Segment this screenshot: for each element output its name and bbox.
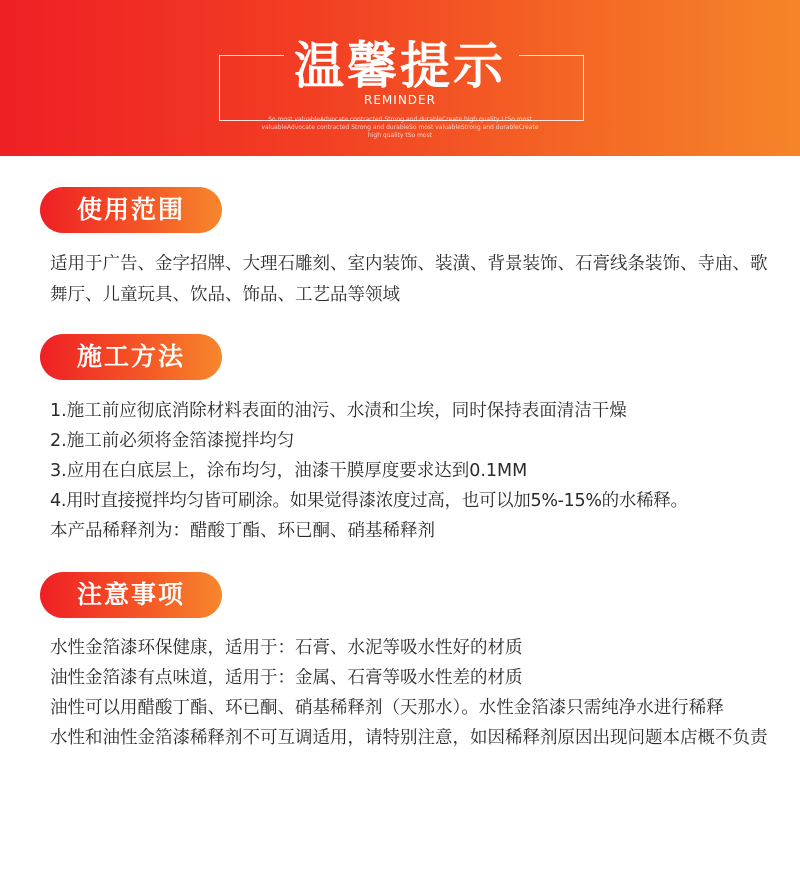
precaution-line-2: 油性金箔漆有点味道，适用于：金属、石膏等吸水性差的材质 bbox=[50, 668, 523, 688]
method-line-3: 3.应用在白底层上，涂布均匀，油漆干膜厚度要求达到0.1MM bbox=[50, 461, 528, 481]
precaution-line-1: 水性金箔漆环保健康，适用于：石膏、水泥等吸水性好的材质 bbox=[50, 638, 523, 658]
section-title-usage-scope: 使用范围 bbox=[40, 187, 222, 233]
method-line-4: 4.用时直接搅拌均匀皆可刷涂。如果觉得漆浓度过高，也可以加5%-15%的水稀释。 bbox=[50, 491, 688, 511]
banner-title: 温馨提示 bbox=[294, 37, 506, 95]
precaution-line-4: 水性和油性金箔漆稀释剂不可互调适用，请特别注意，如因稀释剂原因出现问题本店概不负责 bbox=[50, 728, 768, 748]
section-title-precautions: 注意事项 bbox=[40, 572, 222, 618]
section-title-construction-method: 施工方法 bbox=[40, 334, 222, 380]
banner-decorative-text: So most valuableAdvocate contracted Strong and durableCreate high quality I tSo most valuableAdvocate contracted Strong and durableSo most valuableStrong and durableCreate high quality tSo most bbox=[261, 116, 539, 139]
method-line-1: 1.施工前应彻底消除材料表面的油污、水渍和尘埃，同时保持表面清洁干燥 bbox=[50, 401, 627, 421]
section-body-usage-scope bbox=[50, 249, 780, 311]
precaution-line-3: 油性可以用醋酸丁酯、环已酮、硝基稀释剂（天那水）。水性金箔漆只需纯净水进行稀释 bbox=[50, 698, 724, 718]
method-line-2: 2.施工前必须将金箔漆搅拌均匀 bbox=[50, 431, 295, 451]
section-body-precautions bbox=[50, 633, 770, 753]
banner-subtitle: REMINDER bbox=[364, 93, 436, 107]
reminder-banner bbox=[0, 0, 800, 156]
usage-scope-text: 适用于广告、金字招牌、大理石雕刻、室内装饰、装潢、背景装饰、石膏线条装饰、寺庙、歌舞厅、儿童玩具、饮品、饰品、工艺品等领域 bbox=[50, 254, 768, 305]
section-body-construction-method bbox=[50, 396, 780, 546]
method-line-5: 本产品稀释剂为：醋酸丁酯、环已酮、硝基稀释剂 bbox=[50, 521, 435, 541]
